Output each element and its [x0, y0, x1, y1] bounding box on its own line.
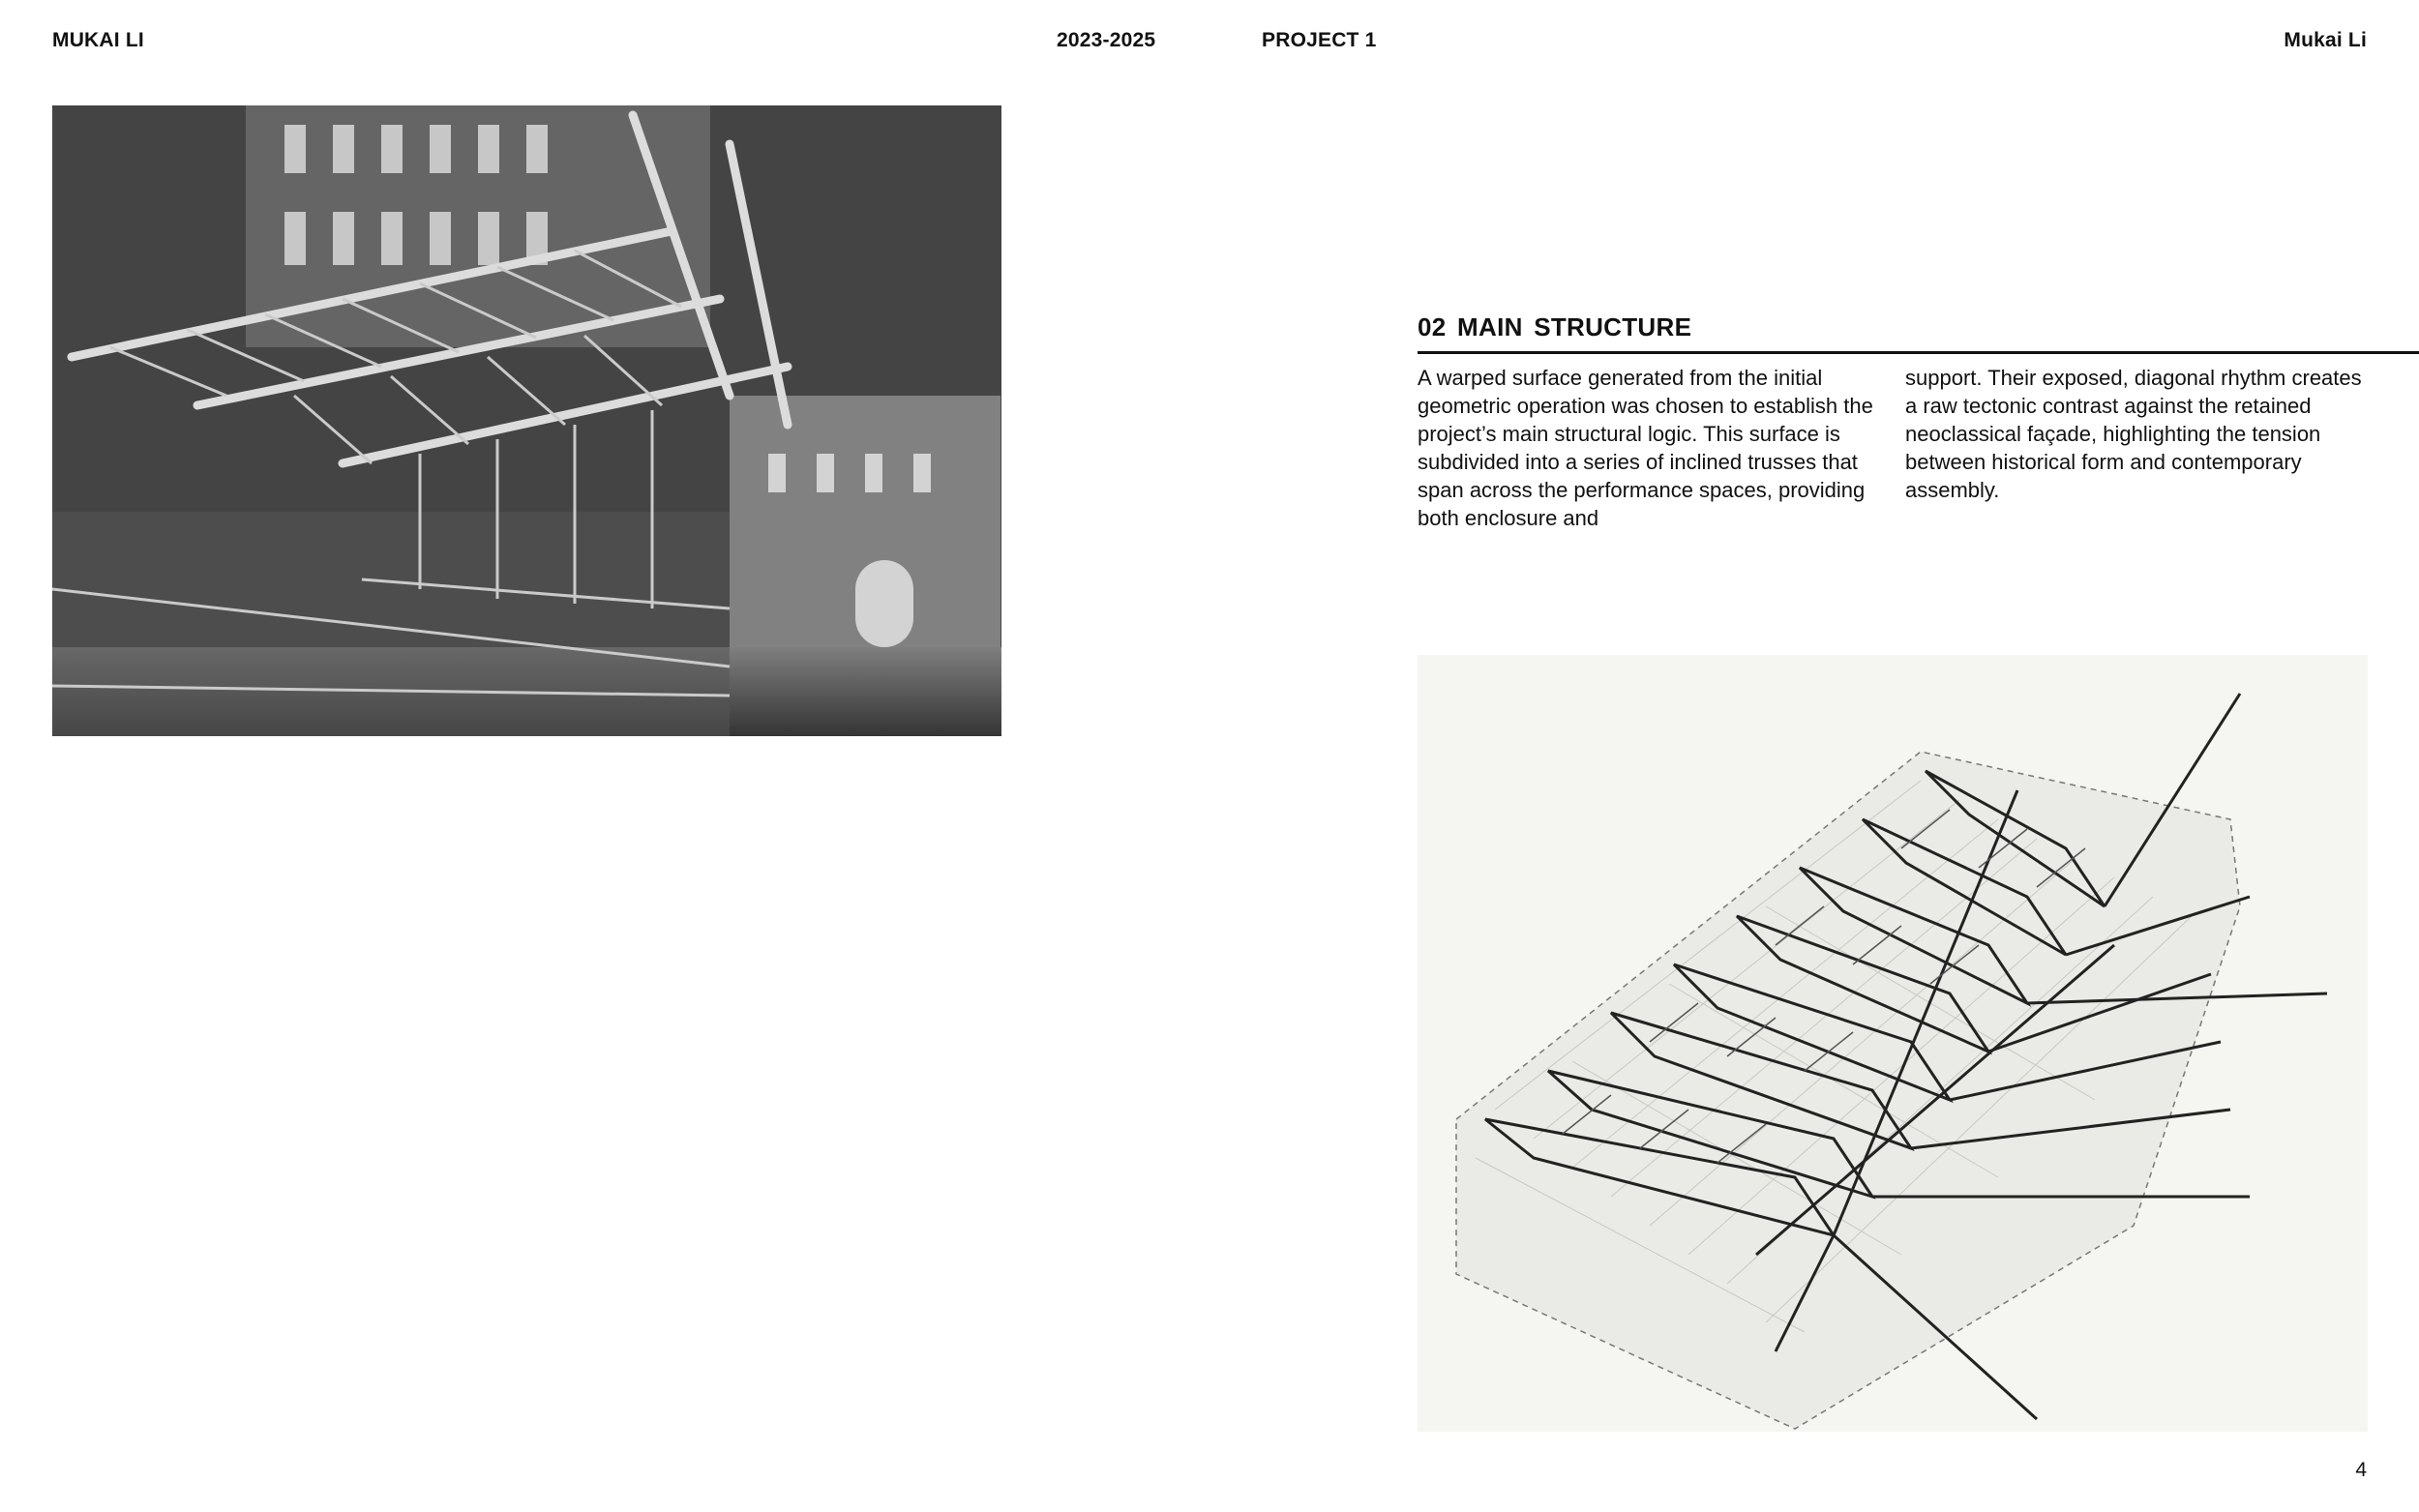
header-author-caps: MUKAI LI	[52, 29, 144, 51]
paragraph-column-2: support. Their exposed, diagonal rhythm creates a raw tectonic contrast against the retained neoclassical façade, highlighting the tension between historical form and contemporary assembly.	[1905, 366, 2362, 502]
model-photo-illustration	[52, 105, 1001, 736]
section-divider	[1418, 351, 2419, 354]
section-title: 02 MAIN STRUCTURE	[1418, 312, 1692, 341]
model-photo	[52, 105, 1001, 736]
paragraph-column-1: A warped surface generated from the initial geometric operation was chosen to establish the project’s main structural logic. This surface is subdivided into a series of inclined trusses that span across the performance spaces, providing both enclosure and	[1418, 366, 1873, 530]
truss-diagram-illustration	[1418, 655, 2368, 1432]
header-project: PROJECT 1	[1262, 29, 1377, 51]
page-number: 4	[2355, 1459, 2367, 1481]
header-years: 2023-2025	[1057, 29, 1156, 51]
structure-axonometric-diagram	[1418, 655, 2368, 1432]
header-author: Mukai Li	[2284, 29, 2367, 51]
